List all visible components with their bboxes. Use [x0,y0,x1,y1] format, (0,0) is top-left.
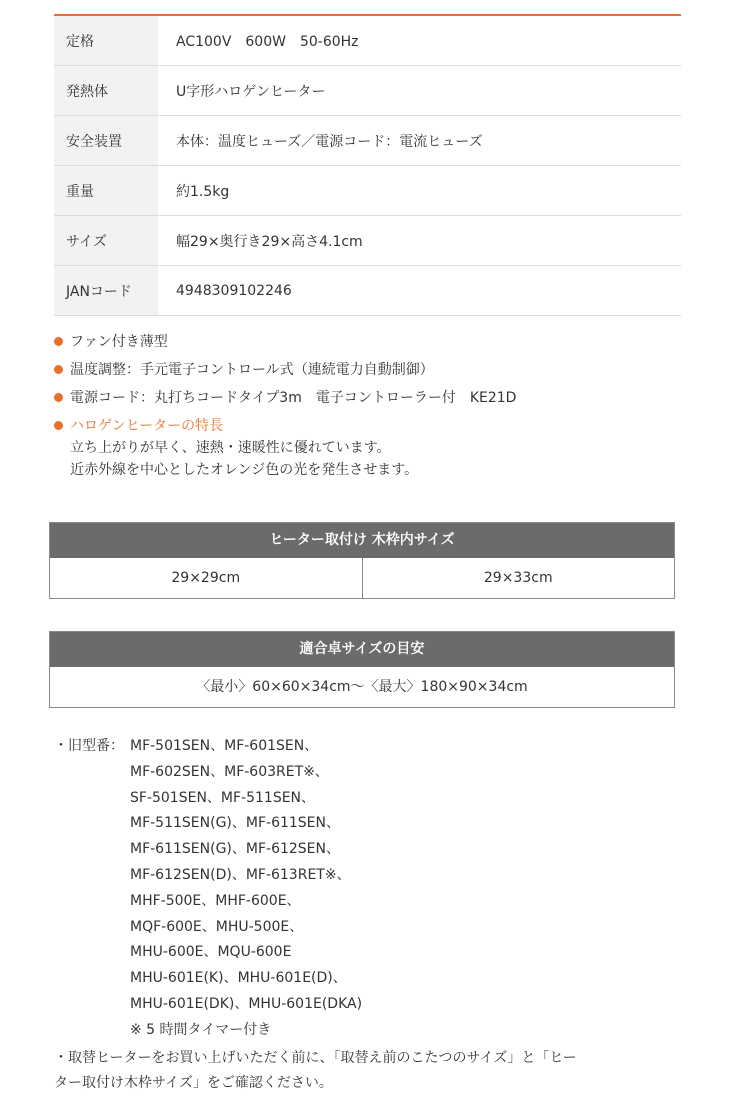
feature-line: 近赤外線を中心としたオレンジ色の光を発生させます。 [70,462,419,478]
old-model-line: SF-501SEN、MF-511SEN、 [130,789,316,806]
spec-value: 4948309102246 [158,266,681,316]
spec-value: 幅29×奥行き29×高さ4.1cm [158,216,681,266]
spec-row [54,15,681,66]
old-model-line: MQF-600E、MHU-500E、 [130,918,304,935]
orange-dot-icon [54,421,63,430]
spec-table [54,14,681,316]
frame-size-row [50,558,674,598]
bullet-text: 温度調整：手元電子コントロール式（連続電力自動制御） [70,362,434,378]
table-size-value: 〈最小〉60×60×34cm〜〈最大〉180×90×34cm [196,679,528,695]
old-model-line: MF-602SEN、MF-603RET※、 [130,763,329,780]
spec-row [54,116,681,166]
purchase-note-line: ・取替ヒーターをお買い上げいただく前に、「取替え前のこたつのサイズ」と「ヒー [54,1049,577,1066]
old-model-line: MHU-600E、MQU-600E [130,944,292,961]
old-model-line: MF-501SEN、MF-601SEN、 [130,738,319,754]
timer-note: ※ 5 時間タイマー付き [130,1021,272,1038]
spec-label: 発熱体 [54,66,158,116]
bullet-text: ファン付き薄型 [70,334,168,350]
table-size-header: 適合卓サイズの目安 [50,632,674,667]
spec-label: 定格 [54,15,158,66]
spec-label: JANコード [54,266,158,316]
old-model-line: MF-511SEN(G)、MF-611SEN、 [130,815,340,832]
spec-row [54,66,681,116]
spec-value: 本体：温度ヒューズ／電源コード：電流ヒューズ [158,116,681,166]
feature-bullet-list [54,331,694,481]
spec-row [54,166,681,216]
old-model-line: MHU-601E(K)、MHU-601E(D)、 [130,970,347,987]
orange-dot-icon [54,337,63,346]
old-model-line: MHF-500E、MHF-600E、 [130,892,301,909]
frame-size-cell: 29×33cm [362,558,675,598]
frame-size-header: ヒーター取付け 木枠内サイズ [50,523,674,558]
feature-title: ハロゲンヒーターの特長 [70,418,224,434]
bullet-item [54,359,694,387]
purchase-note-line: ター取付け木枠サイズ」をご確認ください。 [54,1074,333,1091]
table-size-row [50,667,674,707]
orange-dot-icon [54,365,63,374]
purchase-note [54,1046,694,1096]
old-models-section [54,734,694,1096]
halogen-feature-item [54,415,694,481]
spec-label: 安全装置 [54,116,158,166]
old-models-label: ・旧型番： [54,738,124,754]
bullet-item [54,331,694,359]
table-size-box [49,631,675,708]
old-models-first-line [54,734,694,760]
bullet-text: 電源コード：丸打ちコードタイプ3m 電子コントローラー付 KE21D [70,390,517,406]
old-model-line: MF-611SEN(G)、MF-612SEN、 [130,841,340,858]
frame-size-box [49,522,675,599]
spec-label: サイズ [54,216,158,266]
bullet-item [54,387,694,415]
spec-value: U字形ハロゲンヒーター [158,66,681,116]
frame-size-cell: 29×29cm [171,570,241,586]
spec-value: AC100V 600W 50-60Hz [158,15,681,66]
spec-row [54,266,681,316]
spec-row [54,216,681,266]
orange-dot-icon [54,393,63,402]
spec-value: 約1.5kg [158,166,681,216]
old-model-line: MHU-601E(DK)、MHU-601E(DKA) [130,995,363,1012]
old-model-line: MF-612SEN(D)、MF-613RET※、 [130,866,351,883]
feature-line: 立ち上がりが早く、速熱・速暖性に優れています。 [70,440,391,456]
spec-label: 重量 [54,166,158,216]
